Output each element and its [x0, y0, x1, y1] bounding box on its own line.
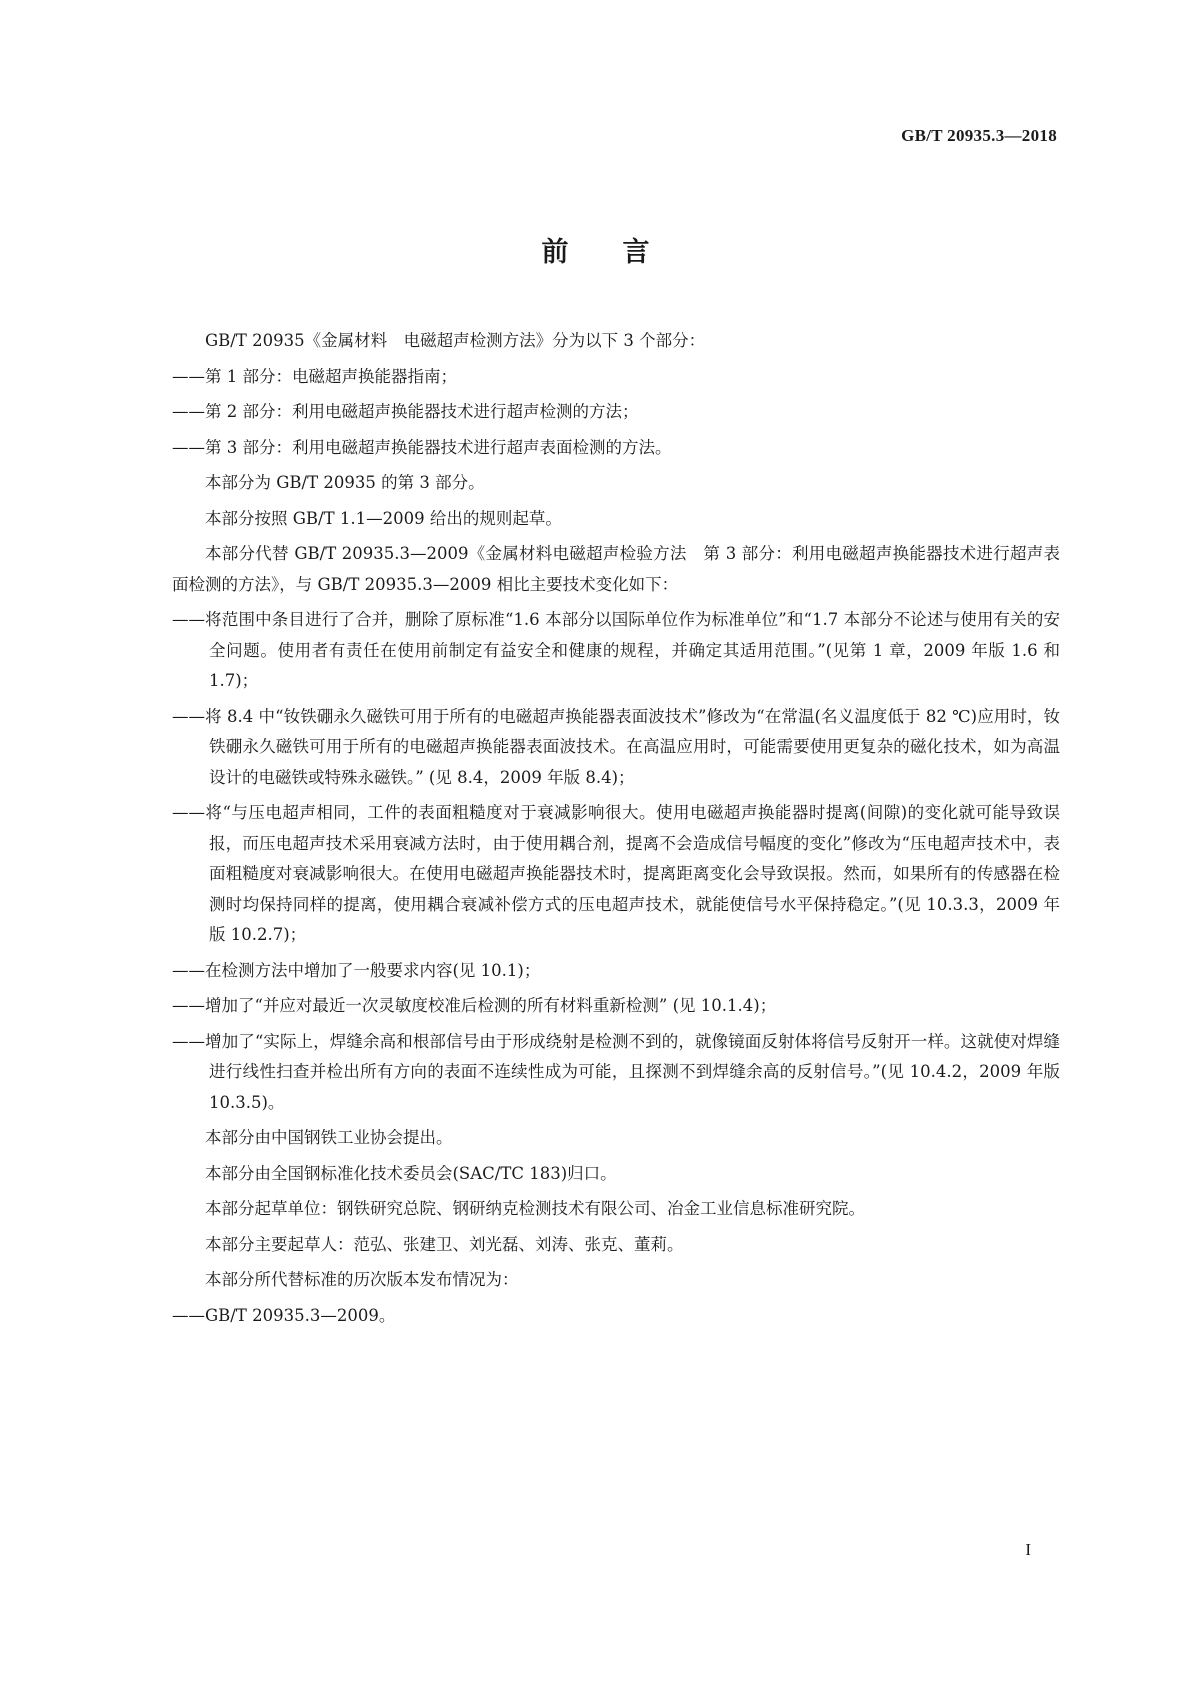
previous-version-item: ——GB/T 20935.3—2009。 [172, 1305, 396, 1325]
paragraph: 本部分由全国钢标准化技术委员会(SAC/TC 183)归口。 [205, 1163, 617, 1183]
part-list-item: ——第 2 部分：利用电磁超声换能器技术进行超声检测的方法； [172, 402, 639, 421]
intro-paragraph: GB/T 20935《金属材料 电磁超声检测方法》分为以下 3 个部分： [205, 331, 706, 350]
paragraph: 本部分主要起草人：范弘、张建卫、刘光磊、刘涛、张克、董莉。 [205, 1234, 684, 1254]
paragraph: 本部分所代替标准的历次版本发布情况为： [205, 1270, 519, 1289]
page-number: I [1025, 1540, 1031, 1559]
change-list-item: ——增加了“实际上，焊缝余高和根部信号由于形成绕射是检测不到的，就像镜面反射体将信号反射开一样。这就使对焊缝进行线性扫查并检出所有方向的表面不连续性成为可能，且探测不到焊缝余高的反射信号。”(见 10.4.2，2009 年版 10.3.5)。 [172, 1031, 1060, 1112]
paragraph: 本部分代替 GB/T 20935.3—2009《金属材料电磁超声检验方法 第 3 部分：利用电磁超声换能器技术进行超声表面检测的方法》，与 GB/T 20935.3—2009 相比主要技术变化如下： [172, 544, 1060, 594]
change-list-item: ——将 8.4 中“钕铁硼永久磁铁可用于所有的电磁超声换能器表面波技术”修改为“在常温(名义温度低于 82 ℃)应用时，钕铁硼永久磁铁可用于所有的电磁超声换能器表面波技术。在高温应用时，可能需要使用更复杂的磁化技术，如为高温设计的电磁铁或特殊永磁铁。” (见 8.4，2009 年版 8.4)； [172, 706, 1060, 787]
part-list-item: ——第 3 部分：利用电磁超声换能器技术进行超声表面检测的方法。 [172, 437, 672, 457]
change-list-item: ——增加了“并应对最近一次灵敏度校准后检测的所有材料重新检测” (见 10.1.4)； [172, 996, 777, 1015]
change-list-item: ——将范围中条目进行了合并，删除了原标准“1.6 本部分以国际单位作为标准单位”和“1.7 本部分不论述与使用有关的安全问题。使用者有责任在使用前制定有益安全和健康的规程，并确定其适用范围。”(见第 1 章，2009 年版 1.6 和 1.7)； [172, 610, 1060, 690]
paragraph: 本部分为 GB/T 20935 的第 3 部分。 [205, 473, 485, 492]
foreword-content [172, 326, 1060, 1336]
change-list-item: ——将“与压电超声相同，工件的表面粗糙度对于衰减影响很大。使用电磁超声换能器时提离(间隙)的变化就可能导致误报，而压电超声技术采用衰减方法时，由于使用耦合剂，提离不会造成信号幅度的变化”修改为“压电超声技术中，表面粗糙度对衰减影响很大。在使用电磁超声换能器技术时，提离距离变化会导致误报。然而，如果所有的传感器在检测时均保持同样的提离，使用耦合衰减补偿方式的压电超声技术，就能使信号水平保持稳定。”(见 10.3.3，2009 年版 10.2.7)； [172, 803, 1060, 944]
change-list-item: ——在检测方法中增加了一般要求内容(见 10.1)； [172, 960, 541, 980]
paragraph: 本部分起草单位：钢铁研究总院、钢研纳克检测技术有限公司、冶金工业信息标准研究院。 [205, 1199, 865, 1218]
part-list-item: ——第 1 部分：电磁超声换能器指南； [172, 366, 457, 386]
page-title: 前言 [541, 237, 704, 268]
document-code: GB/T 20935.3—2018 [901, 126, 1057, 145]
paragraph: 本部分按照 GB/T 1.1—2009 给出的规则起草。 [205, 508, 562, 528]
paragraph: 本部分由中国钢铁工业协会提出。 [205, 1128, 453, 1147]
